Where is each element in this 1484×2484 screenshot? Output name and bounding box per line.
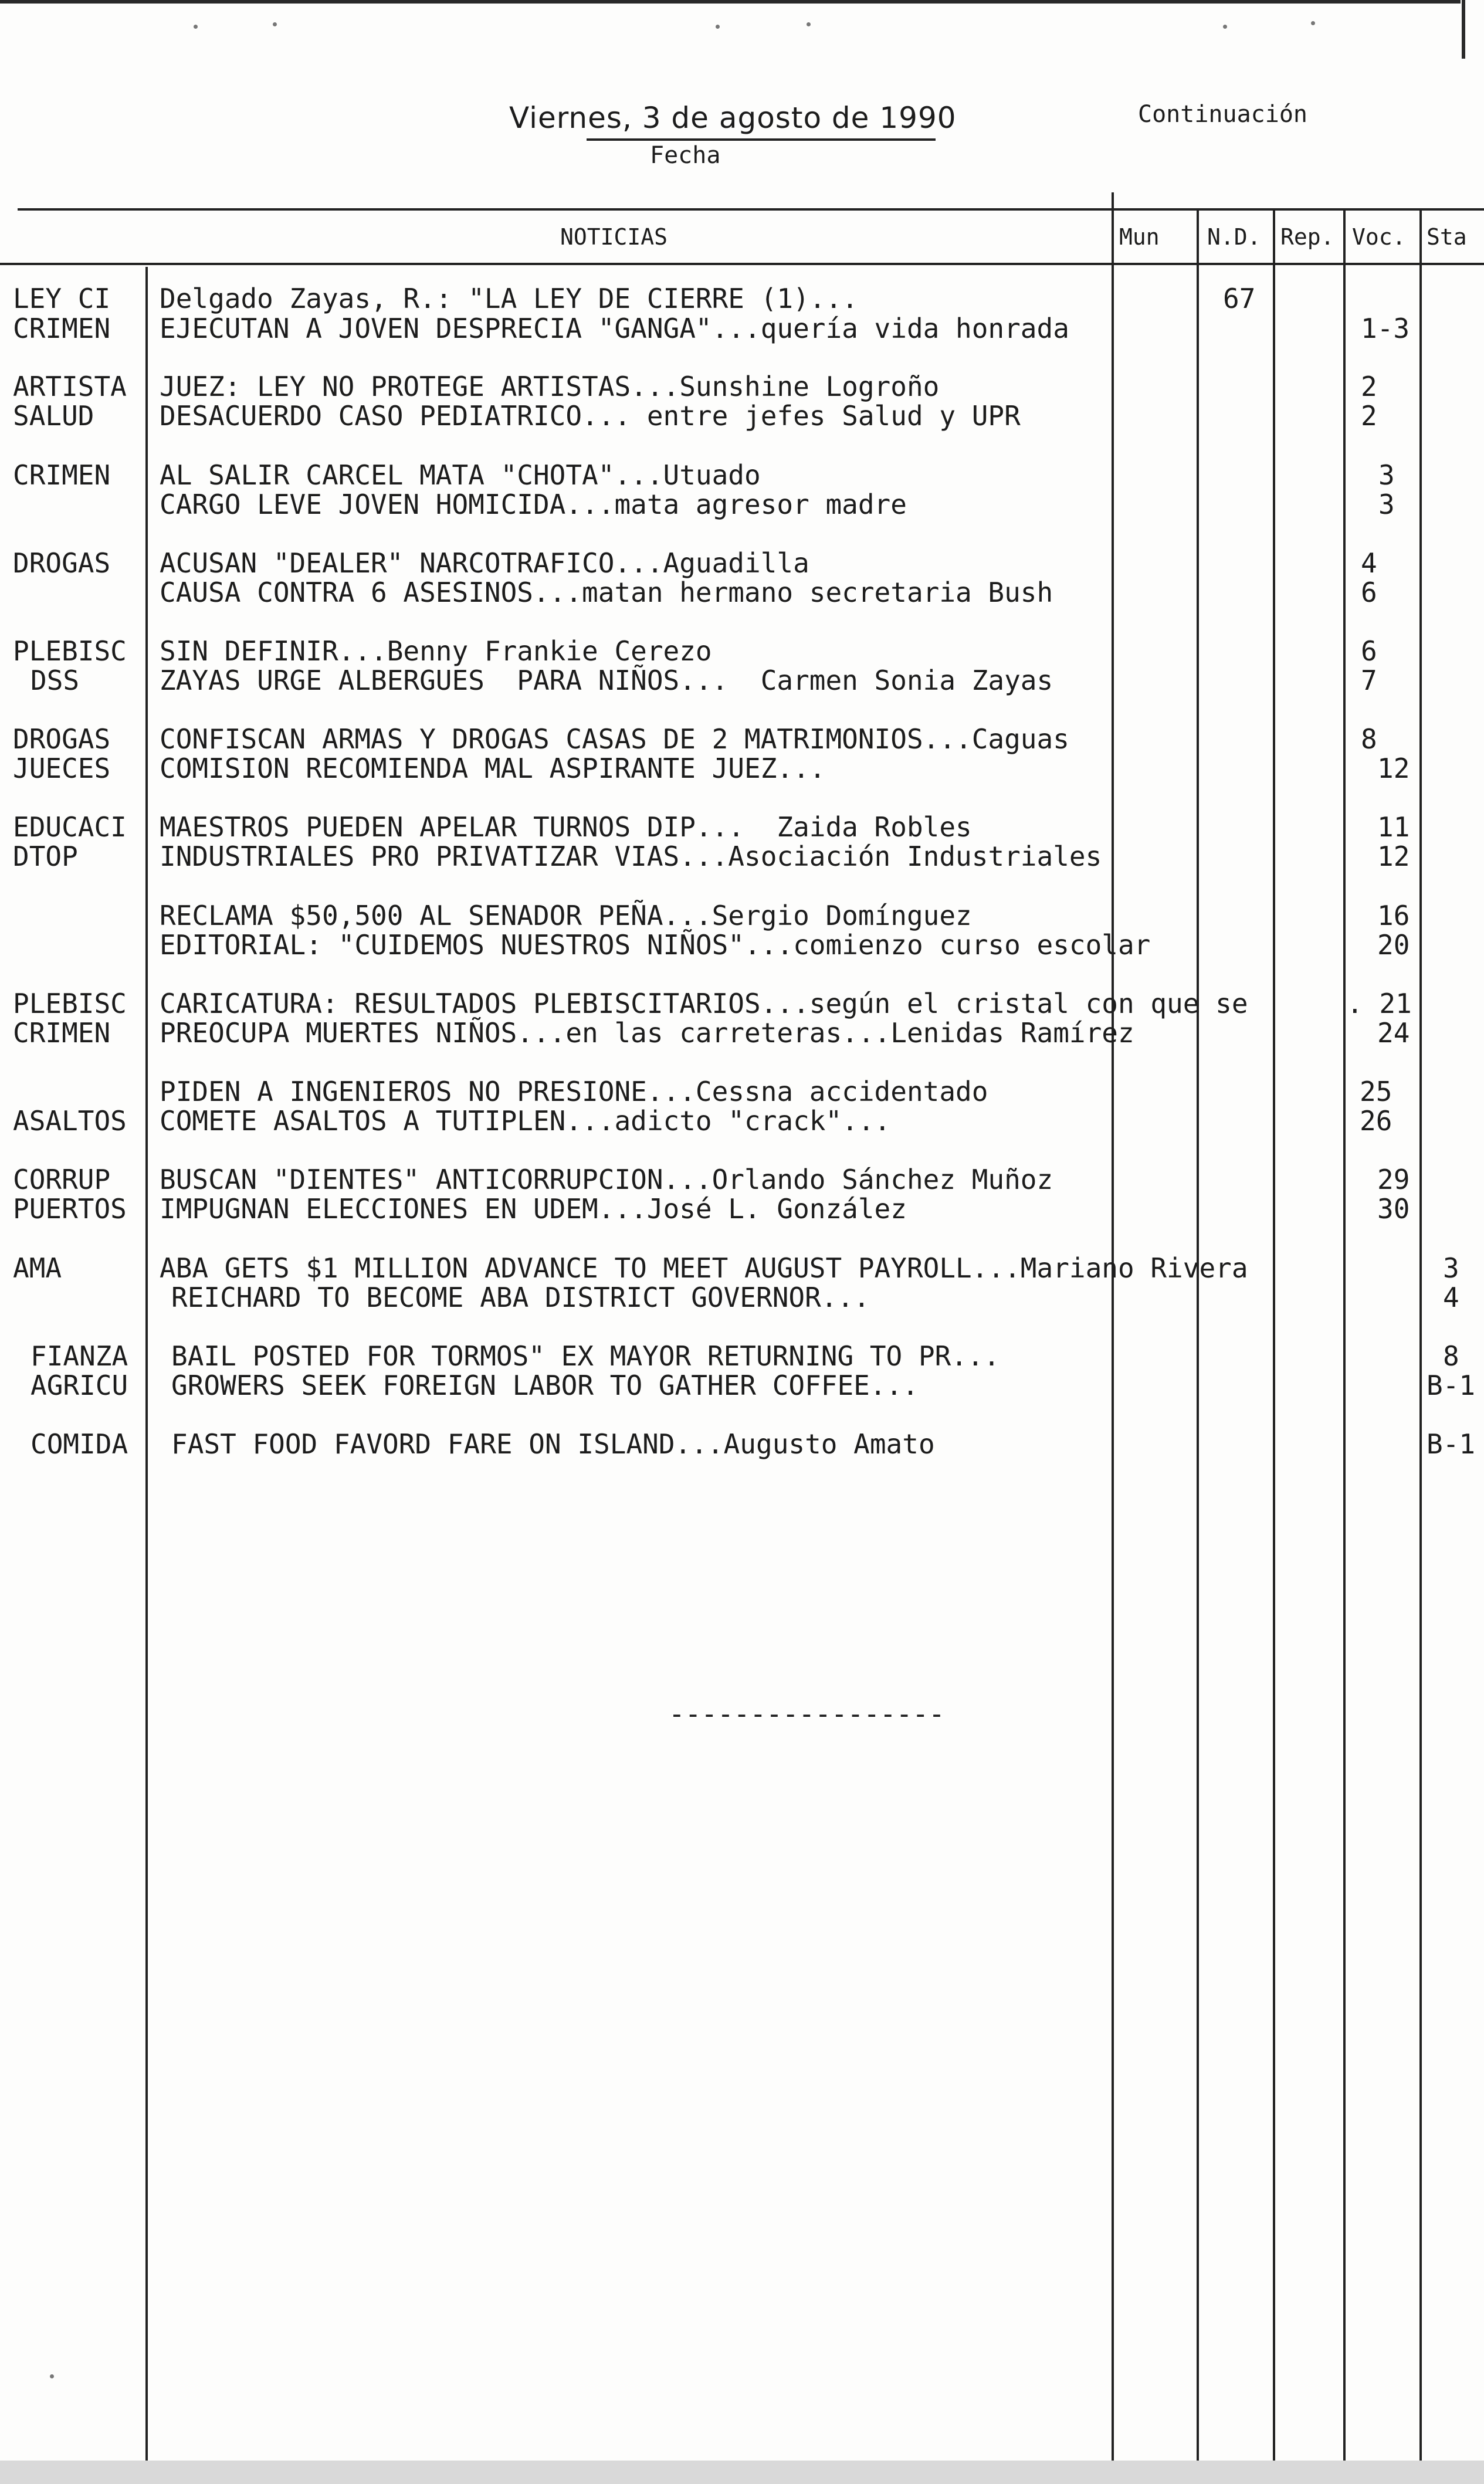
scan-bottom-band <box>0 2461 1484 2484</box>
row-headline: PREOCUPA MUERTES NIÑOS...en las carreteras...Lenidas Ramírez <box>160 1017 1134 1049</box>
row-category: FIANZA <box>31 1340 128 1372</box>
row-category: PUERTOS <box>13 1193 127 1225</box>
row-headline: ZAYAS URGE ALBERGUES PARA NIÑOS... Carmen Sonia Zayas <box>160 665 1053 696</box>
row-category: CRIMEN <box>13 1017 111 1049</box>
row-voc-page: 12 <box>1377 841 1410 872</box>
row-voc-page: 1-3 <box>1361 313 1410 344</box>
column-divider-nd <box>1197 208 1199 2461</box>
top-edge-rule <box>0 0 1461 4</box>
row-category: EDUCACI <box>13 811 127 843</box>
row-sta-page: B-1 <box>1427 1370 1476 1401</box>
row-headline: CARGO LEVE JOVEN HOMICIDA...mata agresor madre <box>160 489 907 520</box>
column-divider-rep <box>1273 208 1275 2461</box>
row-voc-page: 20 <box>1377 929 1410 961</box>
column-header-mun: Mun <box>1119 224 1160 250</box>
row-category: DTOP <box>13 841 78 872</box>
header-date: Viernes, 3 de agosto de 1990 <box>509 101 957 135</box>
row-headline: GROWERS SEEK FOREIGN LABOR TO GATHER COFFEE... <box>171 1370 919 1401</box>
row-category: LEY CI <box>13 283 111 314</box>
table-header-rule <box>0 263 1484 265</box>
row-sta-page: B-1 <box>1427 1428 1476 1460</box>
scan-speck <box>50 2374 54 2378</box>
row-headline: CAUSA CONTRA 6 ASESINOS...matan hermano secretaria Bush <box>160 577 1053 608</box>
row-sta-page: 8 <box>1443 1340 1459 1372</box>
row-category: DROGAS <box>13 547 111 579</box>
row-headline: JUEZ: LEY NO PROTEGE ARTISTAS...Sunshine Logroño <box>160 371 940 402</box>
row-category: DSS <box>31 665 80 696</box>
row-nd-page: 67 <box>1223 283 1256 314</box>
header-continuation: Continuación <box>1138 101 1307 128</box>
scan-speck <box>716 25 720 29</box>
row-headline: COMETE ASALTOS A TUTIPLEN...adicto "crack"... <box>160 1105 891 1137</box>
row-category: JUECES <box>13 753 111 784</box>
row-headline: EJECUTAN A JOVEN DESPRECIA "GANGA"...quería vida honrada <box>160 313 1069 344</box>
row-voc-page: 3 <box>1378 489 1395 520</box>
header-fecha-label: Fecha <box>650 142 721 169</box>
row-category: PLEBISC <box>13 988 127 1019</box>
row-voc-page: 6 <box>1361 577 1377 608</box>
row-headline: BAIL POSTED FOR TORMOS" EX MAYOR RETURNING TO PR... <box>171 1340 1000 1372</box>
scan-speck <box>194 25 198 29</box>
right-edge-rule <box>1462 0 1465 59</box>
row-headline: CARICATURA: RESULTADOS PLEBISCITARIOS...según el cristal con que se <box>160 988 1248 1019</box>
end-of-list-marker: ----------------- <box>669 1698 945 1730</box>
row-voc-page: 4 <box>1361 547 1377 579</box>
row-voc-page: 26 <box>1360 1105 1392 1137</box>
column-header-voc: Voc. <box>1352 224 1406 250</box>
row-headline: AL SALIR CARCEL MATA "CHOTA"...Utuado <box>160 459 761 491</box>
column-header-rep: Rep. <box>1280 224 1334 250</box>
row-headline: EDITORIAL: "CUIDEMOS NUESTROS NIÑOS"...comienzo curso escolar <box>160 929 1151 961</box>
row-headline: FAST FOOD FAVORD FARE ON ISLAND...Augusto Amato <box>171 1428 935 1460</box>
row-category: ASALTOS <box>13 1105 127 1137</box>
row-voc-page: 30 <box>1377 1193 1410 1225</box>
row-voc-page: 24 <box>1377 1017 1410 1049</box>
row-category: COMIDA <box>31 1428 128 1460</box>
scan-speck <box>807 22 811 26</box>
scan-speck <box>1311 21 1315 25</box>
row-voc-page: 6 <box>1361 635 1377 667</box>
row-sta-page: 4 <box>1443 1282 1459 1313</box>
row-voc-page: . 21 <box>1347 988 1412 1019</box>
row-voc-page: 12 <box>1377 753 1410 784</box>
row-headline: Delgado Zayas, R.: "LA LEY DE CIERRE (1)... <box>160 283 858 314</box>
row-category: SALUD <box>13 400 94 432</box>
row-voc-page: 2 <box>1361 371 1377 402</box>
row-headline: BUSCAN "DIENTES" ANTICORRUPCION...Orlando Sánchez Muñoz <box>160 1164 1053 1195</box>
column-divider-voc <box>1343 208 1346 2461</box>
row-voc-page: 25 <box>1360 1076 1392 1107</box>
row-voc-page: 3 <box>1378 459 1395 491</box>
row-voc-page: 16 <box>1377 900 1410 931</box>
row-headline: PIDEN A INGENIEROS NO PRESIONE...Cessna accidentado <box>160 1076 988 1107</box>
row-headline: ACUSAN "DEALER" NARCOTRAFICO...Aguadilla <box>160 547 809 579</box>
column-header-sta: Sta <box>1427 224 1467 250</box>
column-divider-category <box>145 267 148 2461</box>
row-voc-page: 7 <box>1361 665 1377 696</box>
header-date-underline <box>587 138 936 141</box>
column-header-noticias: NOTICIAS <box>560 224 668 250</box>
row-headline: MAESTROS PUEDEN APELAR TURNOS DIP... Zaida Robles <box>160 811 972 843</box>
row-category: AGRICU <box>31 1370 128 1401</box>
row-headline: CONFISCAN ARMAS Y DROGAS CASAS DE 2 MATRIMONIOS...Caguas <box>160 723 1069 755</box>
table-top-rule <box>18 208 1484 211</box>
row-headline: REICHARD TO BECOME ABA DISTRICT GOVERNOR... <box>171 1282 870 1313</box>
row-voc-page: 29 <box>1377 1164 1410 1195</box>
column-divider-mun <box>1112 192 1114 2461</box>
row-category: ARTISTA <box>13 371 127 402</box>
row-headline: ABA GETS $1 MILLION ADVANCE TO MEET AUGUST PAYROLL...Mariano Rivera <box>160 1252 1248 1284</box>
row-category: DROGAS <box>13 723 111 755</box>
row-headline: INDUSTRIALES PRO PRIVATIZAR VIAS...Asociación Industriales <box>160 841 1102 872</box>
row-voc-page: 8 <box>1361 723 1377 755</box>
row-headline: SIN DEFINIR...Benny Frankie Cerezo <box>160 635 712 667</box>
scan-speck <box>1223 25 1227 29</box>
row-category: CRIMEN <box>13 459 111 491</box>
row-headline: COMISION RECOMIENDA MAL ASPIRANTE JUEZ... <box>160 753 826 784</box>
row-headline: DESACUERDO CASO PEDIATRICO... entre jefes Salud y UPR <box>160 400 1021 432</box>
row-headline: IMPUGNAN ELECCIONES EN UDEM...José L. González <box>160 1193 907 1225</box>
column-divider-sta <box>1419 208 1422 2461</box>
scan-speck <box>273 22 277 26</box>
row-voc-page: 11 <box>1377 811 1410 843</box>
row-category: CRIMEN <box>13 313 111 344</box>
column-header-nd: N.D. <box>1207 224 1261 250</box>
row-headline: RECLAMA $50,500 AL SENADOR PEÑA...Sergio Domínguez <box>160 900 972 931</box>
row-voc-page: 2 <box>1361 400 1377 432</box>
row-category: CORRUP <box>13 1164 111 1195</box>
row-sta-page: 3 <box>1443 1252 1459 1284</box>
row-category: PLEBISC <box>13 635 127 667</box>
row-category: AMA <box>13 1252 62 1284</box>
